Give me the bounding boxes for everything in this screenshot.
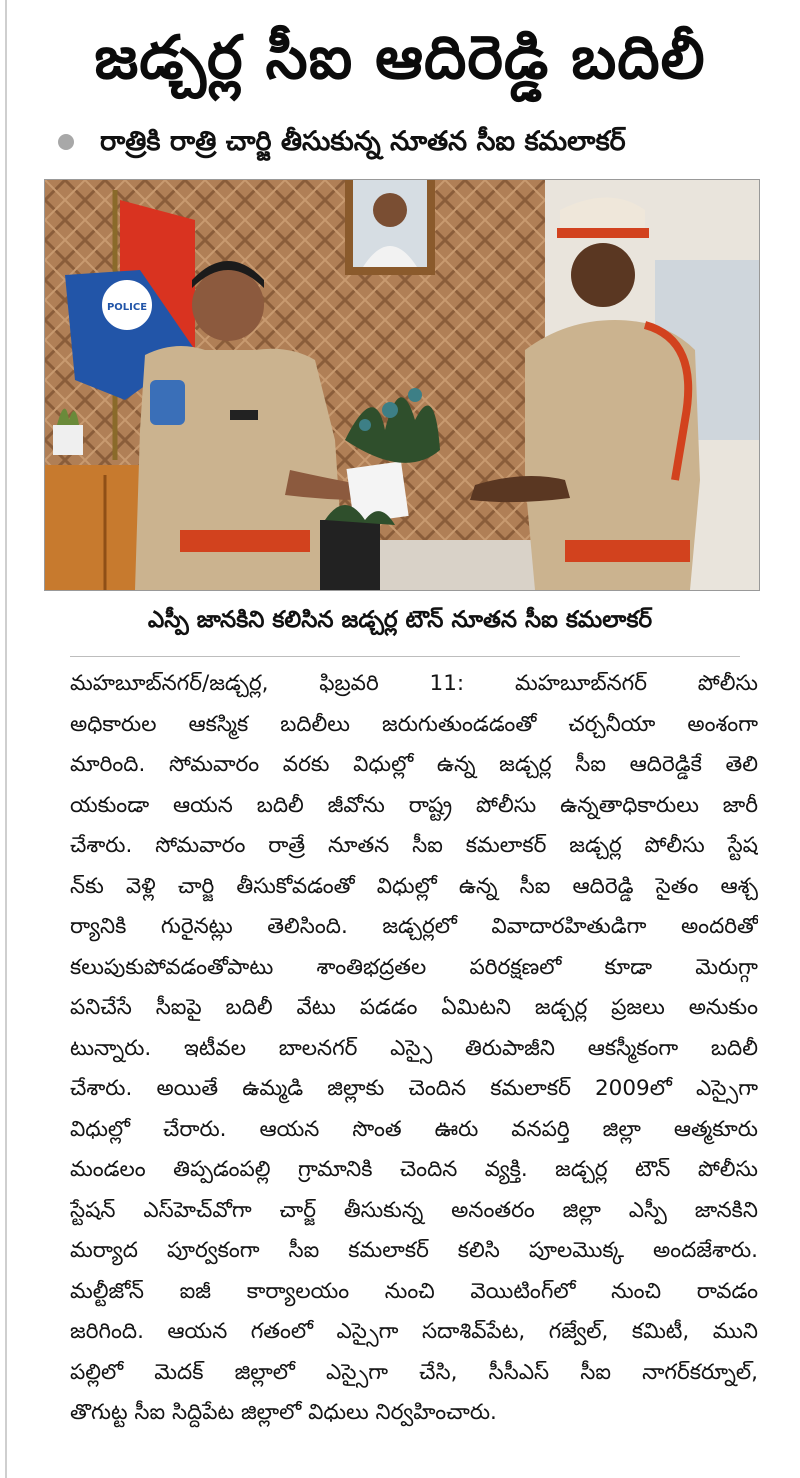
- body-line: చేశారు. సోమవారం రాత్రే నూతన సీఐ కమలాకర్ జడ్చర్ల పోలీసు స్టేష: [70, 833, 758, 858]
- body-line: యకుండా ఆయన బదిలీ జీవోను రాష్ట్ర పోలీసు ఉన్నతాధికారులు జారీ: [70, 792, 758, 818]
- body-line: కలుపుకుపోవడంతోపాటు శాంతిభద్రతల పరిరక్షణలో కూడా మెరుగ్గా: [70, 954, 758, 980]
- body-line: మారింది. సోమవారం వరకు విధుల్లో ఉన్న జడ్చర్ల సీఐ ఆదిరెడ్డికే తెలి: [70, 752, 758, 777]
- body-line: టున్నారు. ఇటీవల బాలనగర్ ఎస్సై తిరుపాజీని ఆకస్మీకంగా బదిలీ: [70, 1035, 758, 1061]
- body-line: న్‌కు వెళ్లి చార్జి తీసుకోవడంతో విధుల్లో ఉన్న సీఐ ఆదిరెడ్డి సైతం ఆశ్చ: [70, 873, 758, 899]
- body-line: తొగుట్ట సీఐ సిద్దిపేట జిల్లాలో విధులు నిర్వహించారు.: [70, 1400, 497, 1425]
- body-line: పనిచేసే సీఐపై బదిలీ వేటు పడడం ఏమిటని జడ్చర్ల ప్రజలు అనుకుం: [70, 995, 758, 1020]
- page-left-border: [5, 0, 7, 1478]
- body-line: మల్టీజోన్ ఐజీ కార్యాలయం నుంచి వెయిటింగ్‌లో నుంచి రావడం: [70, 1278, 758, 1304]
- body-line: విధుల్లో చేరారు. ఆయన సొంత ఊరు వనపర్తి జిల్లా ఆత్మకూరు: [70, 1116, 758, 1142]
- flag-badge-text: POLICE: [106, 302, 148, 313]
- bullet-icon: [58, 134, 74, 150]
- article-headline: జడ్చర్ల సీఐ ఆదిరెడ్డి బదిలీ: [94, 23, 706, 93]
- article-photo: [44, 179, 760, 591]
- body-line: జరిగింది. ఆయన గతంలో ఎస్సైగా సదాశివ్‌పేట, గజ్వేల్, కమిటీ, ముని: [70, 1319, 758, 1344]
- photo-illustration: [45, 180, 759, 590]
- body-line: స్టేషన్ ఎస్‌హెచ్‌వోగా చార్జ్ తీసుకున్న అనంతరం జిల్లా ఎస్పీ జానకిని: [70, 1197, 758, 1223]
- body-line: మండలం తిప్పడంపల్లి గ్రామానికి చెందిన వ్యక్తి. జడ్చర్ల టౌన్ పోలీసు: [70, 1157, 758, 1182]
- caption-divider: [70, 656, 740, 657]
- article-body: [70, 664, 758, 1434]
- subheadline-text: రాత్రికి రాత్రి చార్జి తీసుకున్న నూతన సీఐ కమలాకర్: [100, 126, 626, 157]
- body-line: చేశారు. అయితే ఉమ్మడి జిల్లాకు చెందిన కమలాకర్ 2009లో ఎస్సైగా: [70, 1076, 758, 1101]
- photo-caption: ఎస్పీ జానకిని కలిసిన జడ్చర్ల టౌన్ నూతన సీఐ కమలాకర్: [147, 607, 653, 633]
- small-pot: [53, 425, 83, 455]
- body-line: మహబూబ్‌నగర్/జడ్చర్ల, ఫిబ్రవరి 11: మహబూబ్‌నగర్ పోలీసు: [70, 671, 758, 696]
- body-line: మర్యాద పూర్వకంగా సీఐ కమలాకర్ కలిసి పూలమొక్క అందజేశారు.: [70, 1238, 758, 1263]
- body-line: పల్లిలో మెదక్ జిల్లాలో ఎస్సైగా చేసి, సీసీఎస్ సీఐ నాగర్‌కర్నూల్,: [70, 1359, 758, 1385]
- article-subheadline: [58, 120, 758, 164]
- body-line: అధికారుల ఆకస్మిక బదిలీలు జరుగుతుండడంతో చర్చనీయా అంశంగా: [70, 711, 758, 737]
- body-line: ర్యానికి గురైనట్లు తెలిసింది. జడ్చర్లలో వివాదారహితుడిగా అందరితో: [70, 914, 758, 939]
